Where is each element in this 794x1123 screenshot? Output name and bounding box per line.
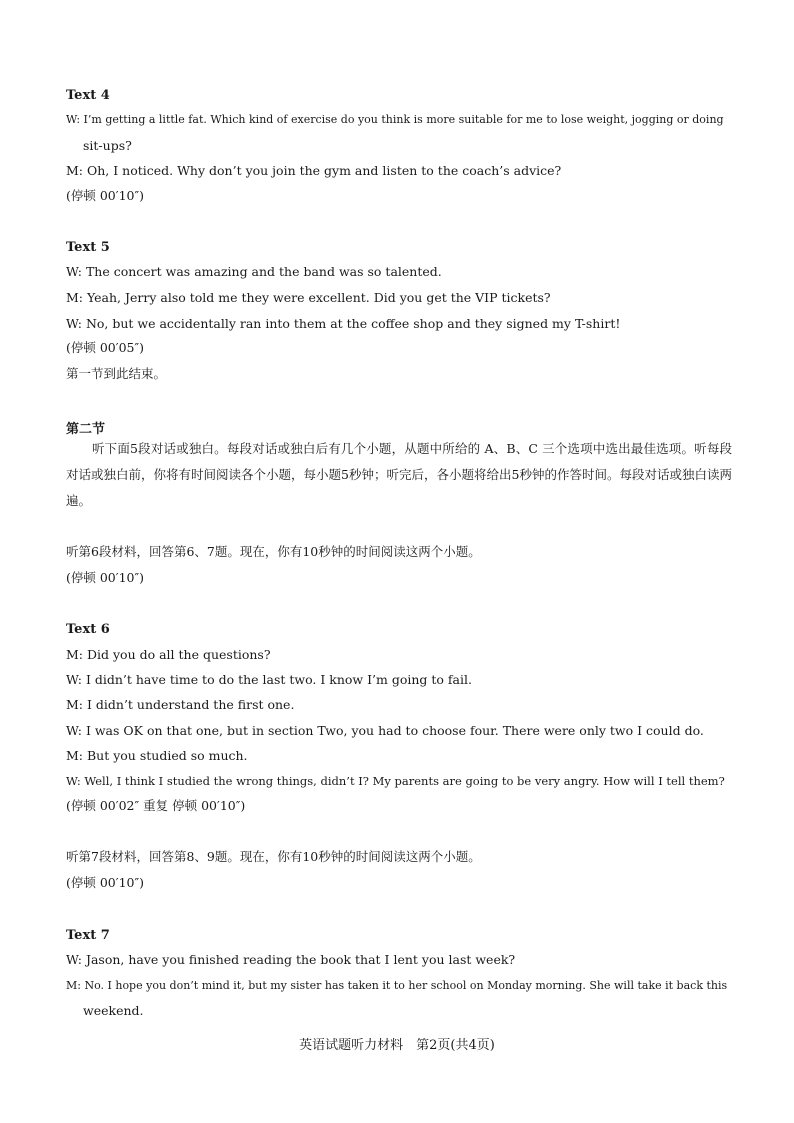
text5-line-3: W: No, but we accidentally ran into them at the coffee shop and they signed my T-shirt! bbox=[66, 316, 621, 331]
text5-heading: Text 5 bbox=[66, 240, 110, 255]
text6-line-5: M: But you studied so much. bbox=[66, 748, 248, 763]
section2-heading: 第二节 bbox=[66, 422, 106, 437]
text7-heading: Text 7 bbox=[66, 928, 110, 943]
text6-line-4: W: I was OK on that one, but in section Two, you had to choose four. There were only two I could do. bbox=[66, 723, 704, 738]
section1-end-note: 第一节到此结束。 bbox=[66, 366, 167, 381]
text6-heading: Text 6 bbox=[66, 622, 110, 637]
text7-line-2-continued: weekend. bbox=[83, 1003, 144, 1018]
text6-pause: (停顿 00′02″ 重复 停顿 00′10″) bbox=[66, 798, 246, 813]
text5-line-1: W: The concert was amazing and the band was so talented. bbox=[66, 264, 442, 279]
section2-instructions: 听下面5段对话或独白。每段对话或独白后有几个小题，从题中所给的 A、B、C 三个选项中选出最佳选项。听每段对话或独白前，你将有时间阅读各个小题，每小题5秒钟；听完后，各小题将给出5秒钟的作答时间。每段对话或独白读两遍。 bbox=[66, 441, 732, 508]
text4-line-2: M: Oh, I noticed. Why don’t you join the gym and listen to the coach’s advice? bbox=[66, 163, 562, 178]
text6-line-2: W: I didn’t have time to do the last two. I know I’m going to fail. bbox=[66, 672, 472, 687]
text4-pause: (停顿 00′10″) bbox=[66, 188, 145, 203]
text4-line-1: W: I’m getting a little fat. Which kind of exercise do you think is more suitable for me to lose weight, jogging or doing bbox=[66, 113, 724, 126]
intro7-pause: (停顿 00′10″) bbox=[66, 875, 145, 890]
text5-line-2: M: Yeah, Jerry also told me they were excellent. Did you get the VIP tickets? bbox=[66, 290, 551, 305]
text6-line-6: W: Well, I think I studied the wrong things, didn’t I? My parents are going to be very angry. How will I tell them? bbox=[66, 774, 725, 788]
text7-line-1: W: Jason, have you finished reading the book that I lent you last week? bbox=[66, 952, 516, 967]
text5-pause: (停顿 00′05″) bbox=[66, 340, 145, 355]
text7-line-2: M: No. I hope you don’t mind it, but my sister has taken it to her school on Monday morning. She will take it back this bbox=[66, 979, 728, 992]
intro6-text: 听第6段材料，回答第6、7题。现在，你有10秒钟的时间阅读这两个小题。 bbox=[66, 544, 481, 559]
text4-heading: Text 4 bbox=[66, 88, 110, 103]
text6-line-1: M: Did you do all the questions? bbox=[66, 647, 271, 662]
document-page bbox=[66, 0, 732, 1123]
intro7-text: 听第7段材料，回答第8、9题。现在，你有10秒钟的时间阅读这两个小题。 bbox=[66, 849, 481, 864]
page-footer: 英语试题听力材料 第2页(共4页) bbox=[299, 1038, 495, 1053]
text4-line-1-continued: sit-ups? bbox=[83, 138, 132, 153]
intro6-pause: (停顿 00′10″) bbox=[66, 570, 145, 585]
text6-line-3: M: I didn’t understand the first one. bbox=[66, 697, 295, 712]
